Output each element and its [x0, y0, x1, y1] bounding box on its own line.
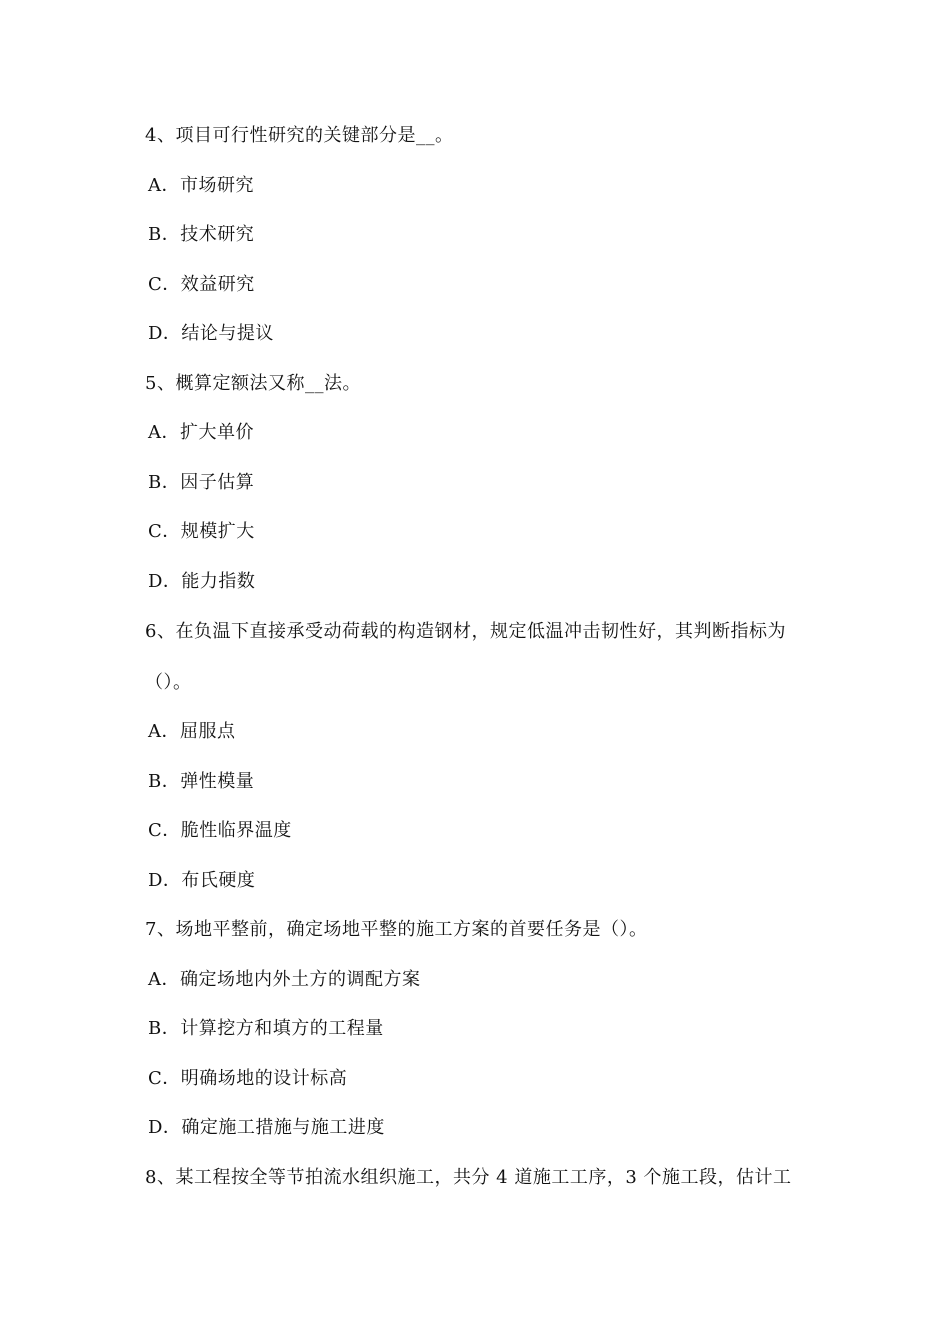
- question-5-option-a: A．扩大单价: [148, 422, 254, 443]
- question-6-option-a: A．屈服点: [148, 721, 236, 742]
- question-5-option-b: B．因子估算: [148, 472, 255, 493]
- question-7-stem: 7、场地平整前，确定场地平整的施工方案的首要任务是（）。: [145, 919, 648, 940]
- question-7-option-b: B．计算挖方和填方的工程量: [148, 1018, 384, 1039]
- question-5-option-d: D．能力指数: [148, 571, 256, 592]
- question-6-option-d: D．布氏硬度: [148, 870, 256, 891]
- question-4-option-c: C．效益研究: [148, 274, 255, 295]
- question-7-option-c: C．明确场地的设计标高: [148, 1068, 348, 1089]
- question-8-stem: 8、某工程按全等节拍流水组织施工，共分 4 道施工工序，3 个施工段，估计工: [145, 1167, 792, 1188]
- question-6-stem-line-1: 6、在负温下直接承受动荷载的构造钢材，规定低温冲击韧性好，其判断指标为: [145, 621, 786, 642]
- question-4-option-d: D．结论与提议: [148, 323, 274, 344]
- question-7-option-d: D．确定施工措施与施工进度: [148, 1117, 385, 1138]
- question-6-option-b: B．弹性模量: [148, 771, 255, 792]
- question-5-option-c: C．规模扩大: [148, 521, 255, 542]
- question-6-stem-line-2: （）。: [145, 672, 192, 693]
- question-4-stem: 4、项目可行性研究的关键部分是__。: [145, 125, 454, 146]
- question-5-stem: 5、概算定额法又称__法。: [145, 373, 361, 394]
- question-4-option-b: B．技术研究: [148, 224, 255, 245]
- question-6-option-c: C．脆性临界温度: [148, 820, 292, 841]
- question-4-option-a: A．市场研究: [148, 175, 254, 196]
- question-7-option-a: A．确定场地内外土方的调配方案: [148, 969, 421, 990]
